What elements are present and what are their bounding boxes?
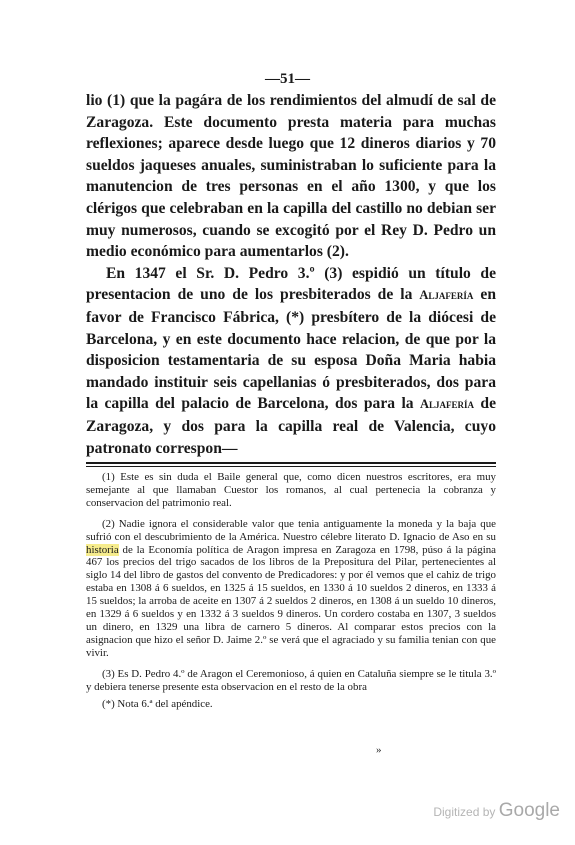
paragraph-2-part-a: En 1347 el Sr. D. Pedro 3.º (3) espidió un título de presentacion de uno de los presbiterados de la [86,264,496,304]
footnote-2-after: de la Economía política de Aragon impresa en Zaragoza en 1798, púso á la página 467 los precios del trigo sacados de los libros de la Prepositura del Pilar, pertenecientes al siglo 14 del libro de gastos del convento de Predicadores: y por él vemos que el cahiz de trigo estaba en 1308 á 6 sueldos, en 1325 á 15 sueldos, en 1330 á 10 sueldos 2 dineros, en 1333 á 15 sueldos; la arroba de aceite en 1307 á 2 sueldos 2 dineros, en 1308 á un sueldo 10 dineros, en 1329 á 6 sueldos y en 1332 á 3 sueldos 9 dineros. Un cordero costaba en 1307, 3 sueldos un dinero, en 1329 una libra de carnero 5 dineros. Al comparar estos precios con la asignacion que hizo el señor D. Jaime 2.º se verá que el agraciado y su familia tenian con que vivir. [86,543,496,659]
footnote-3: (3) Es D. Pedro 4.º de Aragon el Ceremonioso, á quien en Cataluña siempre se le titula 3.º y debiera tenerse presente esta observacion en el resto de la obra [86,667,496,693]
footnote-star: (*) Nota 6.ª del apéndice. [102,697,213,710]
footnote-separator [86,462,496,468]
aljaferia-term-2: Aljafería [419,397,475,412]
paragraph-1: lio (1) que la pagára de los rendimientos del almudí de sal de Zaragoza. Este documento presta materia para muchas reflexiones; aparece desde luego que 12 dineros diarios y 70 sueldos jaqueses anuales, suministraban lo suficiente para la manutencion de tres personas en el año 1300, y que los clérigos que celebraban en la capilla del castillo no debian ser muy numerosos, cuando se excogitó por el Rey D. Pedro un medio económico para aumentarlos (2). [86,92,496,261]
highlighted-word: historia [86,543,119,556]
footnotes [86,471,496,718]
footnote-2-before: (2) Nadie ignora el considerable valor que tenia antiguamente la moneda y la baja que sufrió con el descubrimiento de la América. Nuestro célebre literato D. Ignacio de Aso en su [86,517,496,543]
watermark-prefix: Digitized by [433,805,499,819]
main-text [86,90,496,459]
digitized-watermark [400,800,560,822]
aljaferia-term-1: Aljafería [419,288,474,303]
paragraph-2-part-b: en favor de Francisco Fábrica, (*) presbítero de la diócesi de Barcelona, y en este documento hace relacion, de que por la disposicion testamentaria de su esposa Doña Maria habia mandado instituir seis capellanias ó presbiterados, dos para la capilla del palacio de Barcelona, dos para la [86,286,496,413]
footnote-1: (1) Este es sin duda el Baile general que, como dicen nuestros escritores, era muy semejante al que llamaban Cuestor los romanos, al cual pertenecia la cobranza y conservacion del patrimonio real. [86,471,496,509]
separator-thick-rule [86,462,496,464]
page-number: —51— [265,71,310,87]
separator-thin-rule [86,466,496,467]
paragraph-2-part-c: de Zaragoza, y dos para la capilla real de Valencia, cuyo patronato correspon— [86,395,496,457]
paragraph-2 [86,263,496,459]
footnote-2 [86,518,496,660]
google-brand-text: Google [498,800,560,821]
catchword-mark: » [376,744,382,756]
